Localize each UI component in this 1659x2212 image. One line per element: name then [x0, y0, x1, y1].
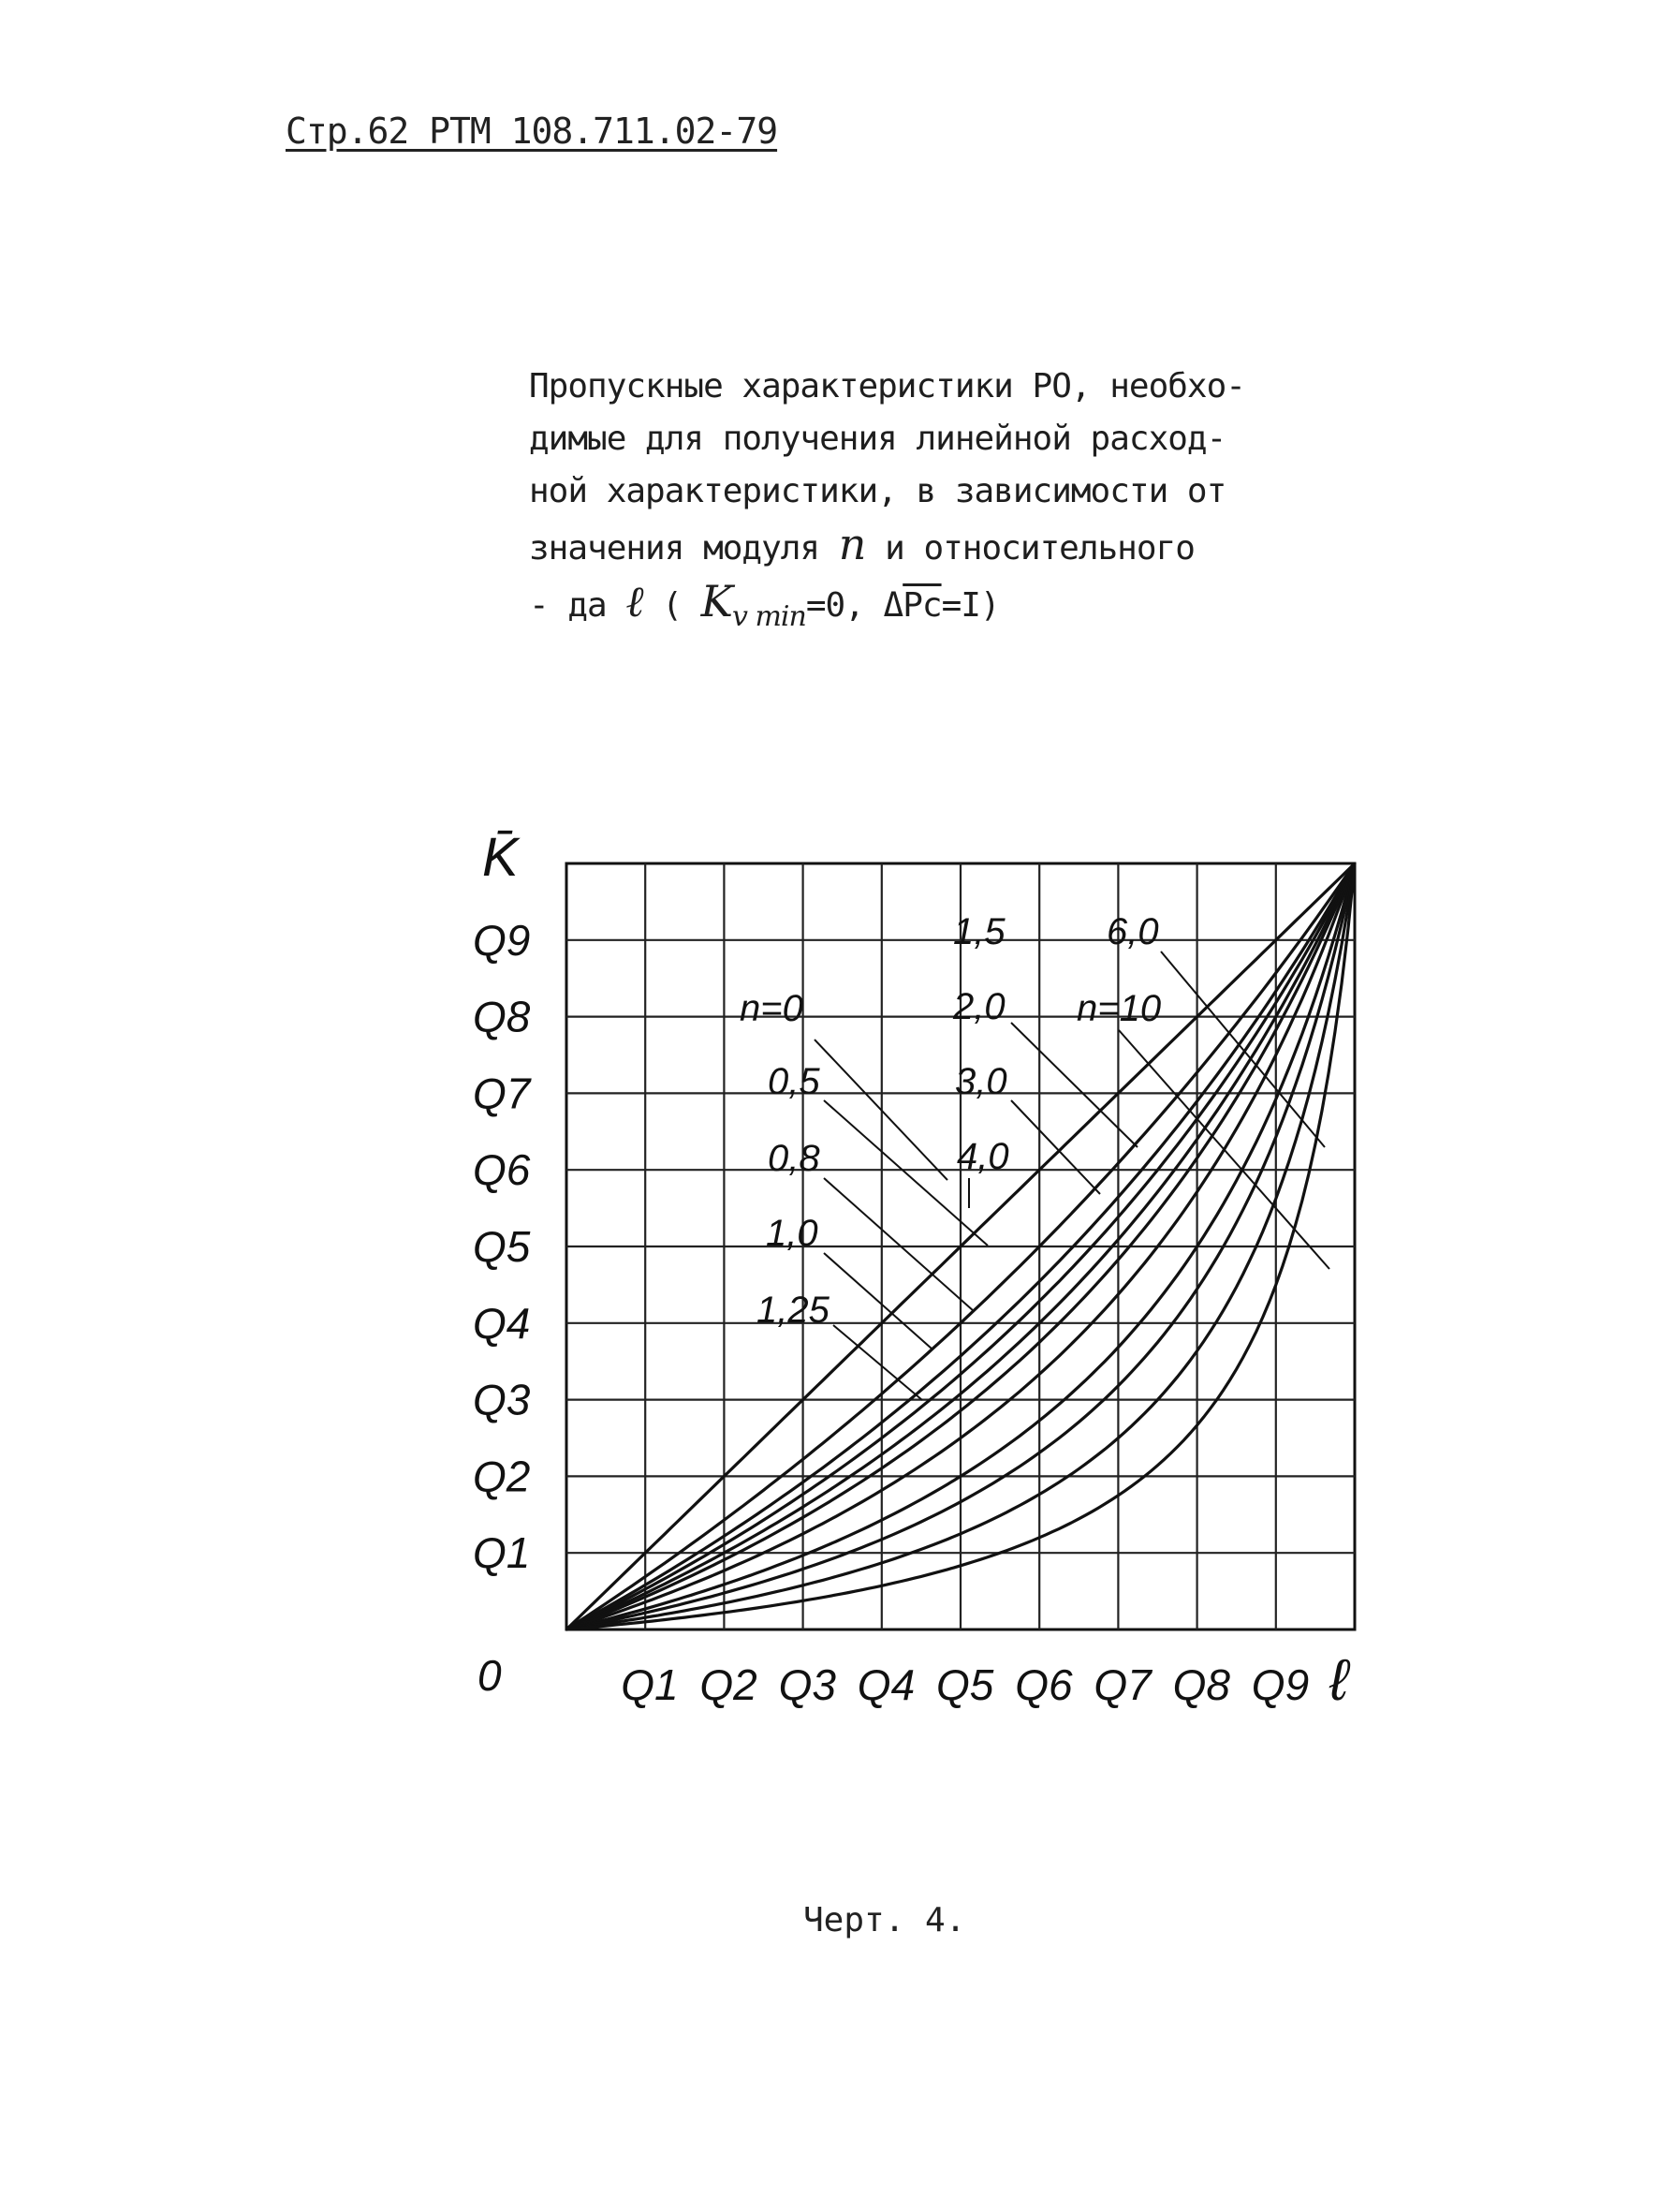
curve-label-n60: 6,0 — [1107, 911, 1159, 952]
caption-line-5-b: ( — [642, 586, 701, 625]
y-tick-label-2: Q2 — [473, 1452, 531, 1501]
y-tick-label-6: Q6 — [473, 1145, 531, 1195]
origin-label: 0 — [477, 1651, 502, 1700]
caption-k-subscript: v min — [731, 600, 806, 633]
curve-label-n125: 1,25 — [756, 1290, 830, 1331]
figure-number: Черт. 4. — [803, 1901, 966, 1939]
x-tick-label-1: Q1 — [621, 1660, 679, 1709]
x-tick-label-3: Q3 — [778, 1660, 836, 1709]
x-tick-label-4: Q4 — [857, 1660, 916, 1709]
caption-pc-symbol: $\overline{Pc}$ — [903, 586, 942, 625]
caption-line-5-d: =I) — [941, 586, 1000, 625]
y-tick-label-7: Q7 — [473, 1069, 531, 1118]
curve-label-n20: 2,0 — [953, 986, 1006, 1027]
x-tick-label-9: Q9 — [1251, 1660, 1310, 1709]
x-tick-label-7: Q7 — [1094, 1660, 1152, 1709]
leader-line-n30 — [1011, 1100, 1100, 1194]
caption-line-3: ной характеристики, в зависимости от — [529, 472, 1226, 510]
caption-line-1: Пропускные характеристики РО, необхо- — [529, 367, 1245, 406]
y-tick-label-1: Q1 — [473, 1528, 531, 1578]
leader-line-n125 — [833, 1325, 922, 1400]
x-tick-label-6: Q6 — [1015, 1660, 1073, 1709]
x-tick-label-8: Q8 — [1172, 1660, 1230, 1709]
caption-line-4-a: значения модуля — [529, 529, 839, 568]
caption-line-5-c: =0, — [805, 586, 884, 625]
leader-line-n08 — [824, 1178, 974, 1311]
x-tick-label-2: Q2 — [699, 1660, 757, 1709]
curve-label-n15: 1,5 — [953, 911, 1006, 952]
caption-k-symbol: K — [700, 576, 732, 627]
page-header: Стр.62 РТМ 108.711.02-79 — [286, 111, 778, 152]
caption-delta-symbol: Δ — [883, 586, 903, 625]
caption-line-4-b: и относительного — [865, 529, 1195, 568]
y-axis-label: K̄ — [482, 827, 519, 888]
y-tick-label-5: Q5 — [473, 1222, 531, 1271]
curve-label-n40: 4,0 — [957, 1136, 1009, 1177]
curve-label-n05: 0,5 — [768, 1061, 820, 1102]
curve-label-n100: n=10 — [1077, 988, 1162, 1029]
caption-line-2: димые для получения линейной расход- — [529, 420, 1226, 458]
caption-line-5-a: - да — [529, 586, 626, 625]
y-tick-label-9: Q9 — [473, 915, 531, 965]
curve-label-n10: 1,0 — [766, 1213, 818, 1254]
x-axis-label: ℓ — [1329, 1648, 1349, 1713]
x-tick-label-5: Q5 — [936, 1660, 994, 1709]
caption-stroke-symbol: ℓ — [625, 576, 643, 627]
y-tick-label-4: Q4 — [473, 1298, 531, 1348]
y-tick-label-3: Q3 — [473, 1375, 531, 1424]
caption-modulus-symbol: n — [838, 519, 866, 569]
curve-label-n30: 3,0 — [955, 1061, 1007, 1102]
curve-label-n0: n=0 — [740, 988, 803, 1029]
leader-line-n10 — [824, 1253, 932, 1349]
y-tick-label-8: Q8 — [473, 992, 531, 1041]
curve-label-n08: 0,8 — [768, 1138, 820, 1179]
